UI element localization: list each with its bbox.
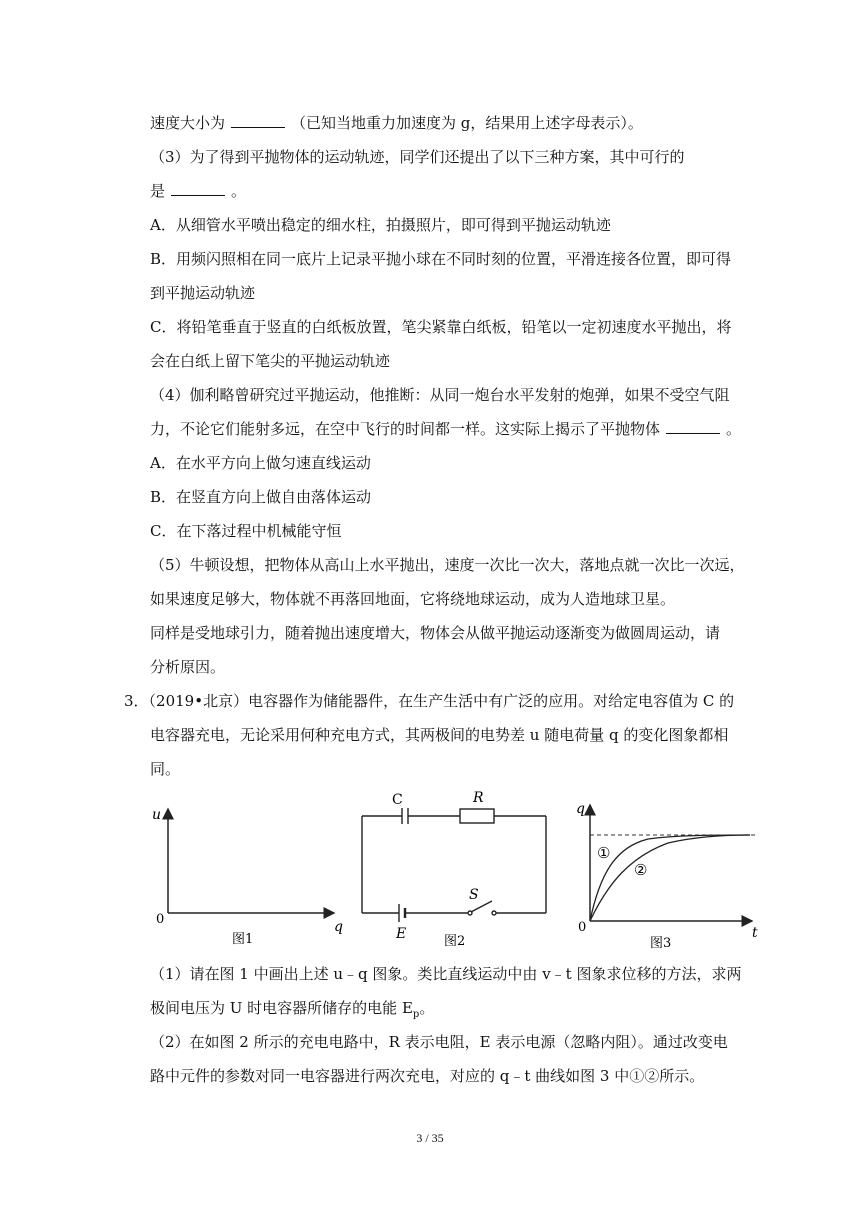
curve-1: [590, 835, 750, 921]
option-a: A．在水平方向上做匀速直线运动: [150, 454, 371, 472]
figure-2-circuit: [350, 785, 560, 955]
resistor-label: R: [473, 790, 484, 806]
option-b: B．用频闪照相在同一底片上记录平抛小球在不同时刻的位置，平滑连接各位置，即可得: [150, 250, 732, 268]
text-line: 是 。: [150, 182, 247, 200]
option-b: B．在竖直方向上做自由落体运动: [150, 488, 372, 506]
text-line: 到平抛运动轨迹: [150, 284, 256, 302]
text-line: 电容器充电，无论采用何种充电方式，其两极间的电势差 u 随电荷量 q 的变化图象都相: [150, 726, 729, 744]
answer-blank[interactable]: [171, 181, 225, 196]
text-line: 如果速度足够大，物体就不再落回地面，它将绕地球运动，成为人造地球卫星。: [150, 590, 676, 608]
curve-1-label: ①: [597, 844, 611, 862]
resistor: [460, 809, 494, 823]
answer-blank[interactable]: [666, 419, 720, 434]
switch-label: S: [469, 887, 479, 903]
answer-blank[interactable]: [231, 113, 285, 128]
option-c: C．在下落过程中机械能守恒: [150, 522, 342, 540]
text-line: （4）伽利略曾研究过平抛运动，他推断：从同一炮台水平发射的炮弹，如果不受空气阻: [150, 386, 730, 404]
figure-1-axes: [148, 797, 348, 952]
text-line: 分析原因。: [150, 658, 226, 676]
figure-caption: 图3: [650, 936, 672, 951]
origin-label: 0: [156, 912, 165, 927]
text-line: 同。: [150, 760, 181, 778]
text-line: 同样是受地球引力，随着抛出速度增大，物体会从做平抛运动逐渐变为做圆周运动，请: [150, 624, 721, 642]
x-axis-label: t: [752, 925, 758, 941]
question-heading: 3．（2019•北京）电容器作为储能器件，在生产生活中有广泛的应用。对给定电容值为 C 的: [124, 692, 735, 710]
text-line: 路中元件的参数对同一电容器进行两次充电，对应的 q﹣t 曲线如图 3 中①②所示。: [150, 1067, 705, 1085]
text-line: 速度大小为 （已知当地重力加速度为 g，结果用上述字母表示）。: [150, 114, 643, 132]
switch-contact: [492, 911, 496, 915]
text-line: 会在白纸上留下笔尖的平抛运动轨迹: [150, 352, 391, 370]
figure-3-curves: [568, 795, 768, 955]
curve-2: [590, 835, 750, 921]
x-axis-label: q: [334, 919, 343, 935]
curve-2-label: ②: [634, 861, 648, 879]
page-number: 3 / 35: [416, 1131, 444, 1145]
text-line: （1）请在图 1 中画出上述 u﹣q 图象。类比直线运动中由 v﹣t 图象求位移的方法，求两: [150, 965, 742, 983]
figure-caption: 图2: [444, 934, 466, 949]
source-label: E: [396, 926, 407, 942]
text-line: （2）在如图 2 所示的充电电路中，R 表示电阻，E 表示电源（忽略内阻）。通过改变电: [150, 1033, 728, 1051]
y-axis-label: u: [152, 807, 162, 823]
option-a: A．从细管水平喷出稳定的细水柱，拍摄照片，即可得到平抛运动轨迹: [150, 216, 611, 234]
text-line: （5）牛顿设想，把物体从高山上水平抛出，速度一次比一次大，落地点就一次比一次远，: [150, 556, 745, 574]
option-c: C．将铅笔垂直于竖直的白纸板放置，笔尖紧靠白纸板，铅笔以一定初速度水平抛出，将: [150, 318, 732, 336]
capacitor-label: C: [392, 792, 403, 808]
origin-label: 0: [578, 920, 587, 935]
y-axis-label: q: [576, 801, 585, 817]
text-line: （3）为了得到平抛物体的运动轨迹，同学们还提出了以下三种方案，其中可行的: [150, 148, 685, 166]
text-line: 力，不论它们能射多远，在空中飞行的时间都一样。这实际上揭示了平抛物体 。: [150, 420, 742, 438]
figure-caption: 图1: [232, 932, 254, 947]
text-line: 极间电压为 U 时电容器所储存的电能 $E_p$。: [150, 999, 435, 1020]
